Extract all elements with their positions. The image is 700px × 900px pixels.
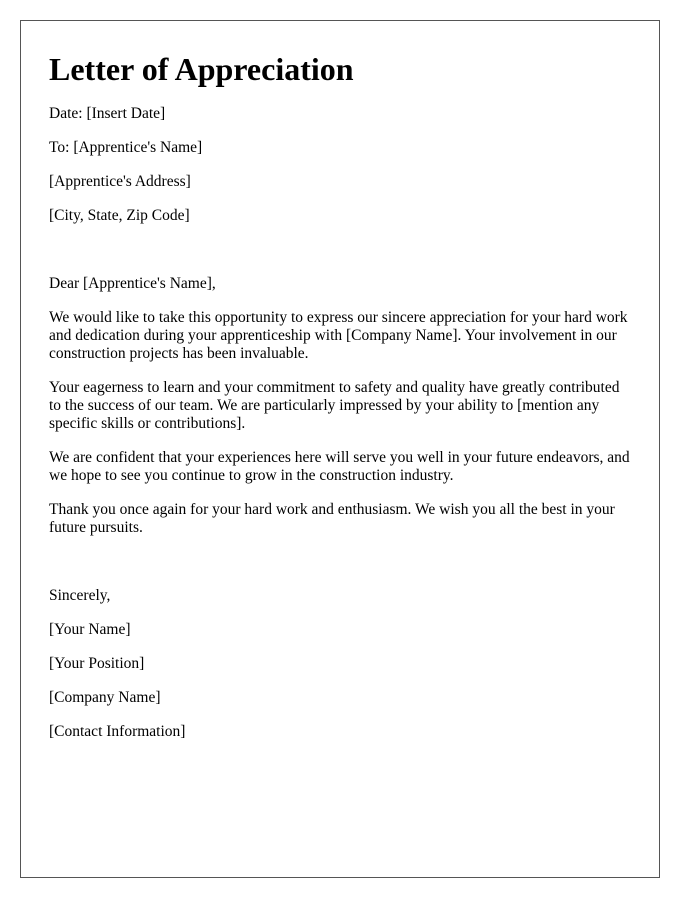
letter-title: Letter of Appreciation xyxy=(49,51,354,87)
closing: Sincerely, xyxy=(49,587,111,604)
signature-position: [Your Position] xyxy=(49,655,145,672)
signature-name: [Your Name] xyxy=(49,621,131,638)
body-paragraph-3: We are confident that your experiences here will serve you well in your future endeavors, and we hope to see you continue to grow in the construction industry. xyxy=(49,449,630,484)
signature-company: [Company Name] xyxy=(49,689,161,706)
letter-page xyxy=(20,20,660,878)
body-paragraph-4: Thank you once again for your hard work and enthusiasm. We wish you all the best in your future pursuits. xyxy=(49,501,615,536)
recipient-city: [City, State, Zip Code] xyxy=(49,207,190,224)
body-paragraph-2: Your eagerness to learn and your commitment to safety and quality have greatly contributed to the success of our team. We are particularly impressed by your ability to [mention any specific skills or contributions]. xyxy=(49,379,620,432)
recipient-address: [Apprentice's Address] xyxy=(49,173,191,190)
salutation: Dear [Apprentice's Name], xyxy=(49,275,216,292)
date-line: Date: [Insert Date] xyxy=(49,105,166,122)
spacer xyxy=(49,241,631,275)
spacer xyxy=(49,553,631,587)
body-paragraph-1: We would like to take this opportunity to express our sincere appreciation for your hard work and dedication during your apprenticeship with [Company Name]. Your involvement in our construction projects has been invaluable. xyxy=(49,309,628,362)
signature-contact: [Contact Information] xyxy=(49,723,186,740)
recipient-line: To: [Apprentice's Name] xyxy=(49,139,203,156)
